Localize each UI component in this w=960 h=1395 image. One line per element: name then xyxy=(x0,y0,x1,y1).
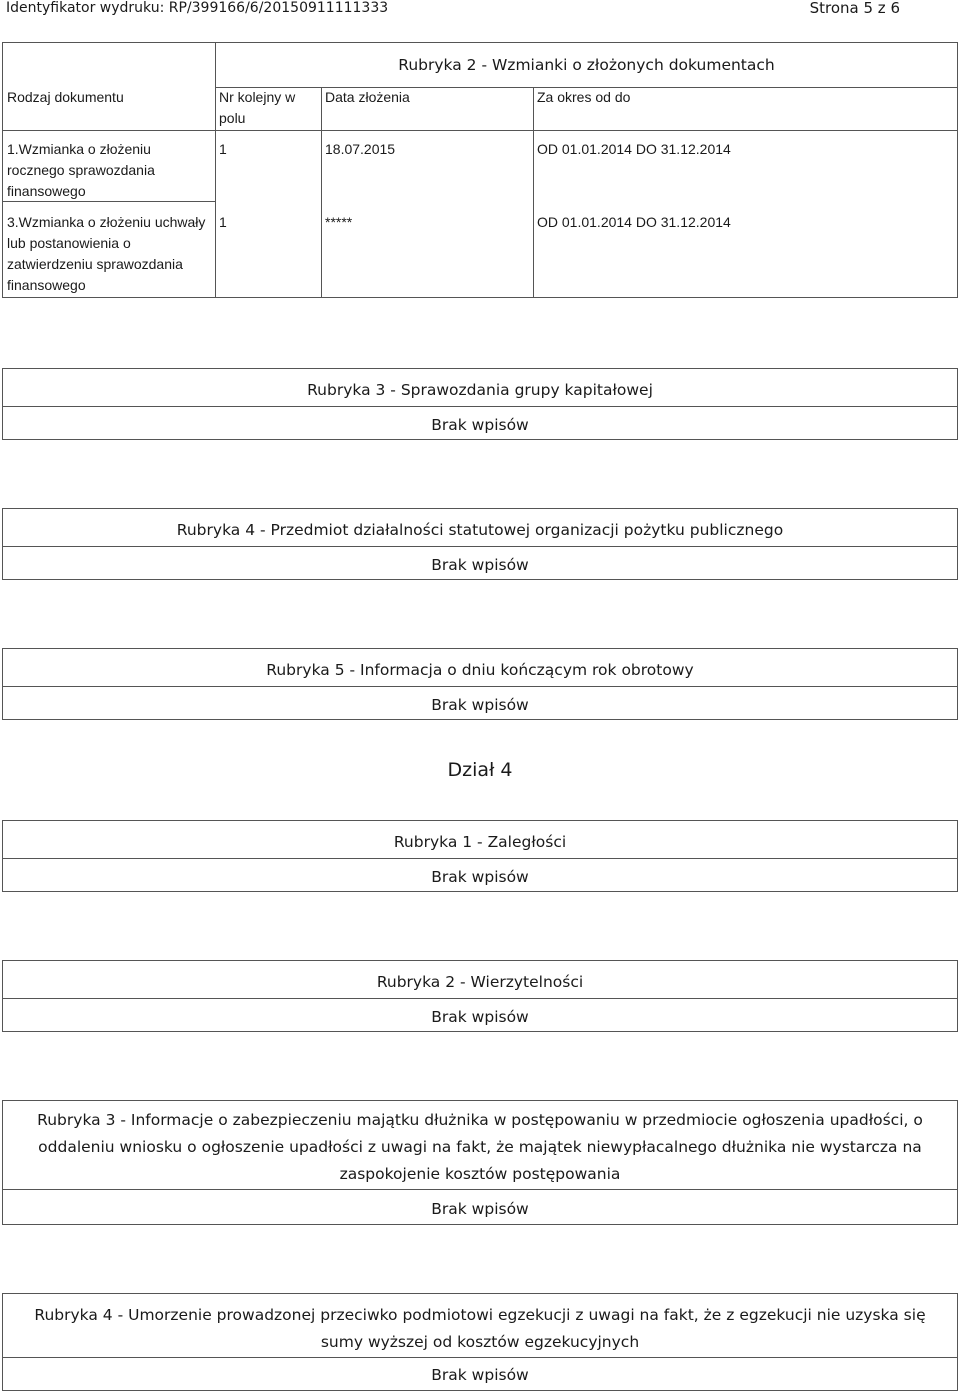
row-1-number: 1 xyxy=(219,141,227,157)
dzial-4-rubryka-3-value: Brak wpisów xyxy=(431,1200,529,1218)
rubryka-5-title: Rubryka 5 - Informacja o dniu kończącym rok obrotowy xyxy=(266,661,694,679)
rubryka-3-value: Brak wpisów xyxy=(431,416,529,434)
dzial-4-rubryka-4-section xyxy=(2,1293,958,1391)
divider xyxy=(3,130,957,131)
dzial-4-rubryka-1-section xyxy=(2,820,958,892)
rubryka-4-section xyxy=(2,508,958,580)
column-header-document-type: Rodzaj dokumentu xyxy=(7,89,124,105)
row-2-document-type: 3.Wzmianka o złożeniu uchwały lub postanowienia o zatwierdzeniu sprawozdania finansowego xyxy=(7,214,206,293)
rubryka-2-title: Rubryka 2 - Wzmianki o złożonych dokumentach xyxy=(398,56,775,74)
dzial-4-rubryka-2-section xyxy=(2,960,958,1032)
rubryka-5-section xyxy=(2,648,958,720)
divider xyxy=(533,87,534,297)
row-1-date: 18.07.2015 xyxy=(325,141,396,157)
row-1-period: OD 01.01.2014 DO 31.12.2014 xyxy=(537,141,731,157)
row-2-period: OD 01.01.2014 DO 31.12.2014 xyxy=(537,214,731,230)
rubryka-4-title: Rubryka 4 - Przedmiot działalności statutowej organizacji pożytku publicznego xyxy=(176,521,784,539)
dzial-4-rubryka-1-title: Rubryka 1 - Zaległości xyxy=(393,833,567,851)
section-heading-dzial-4: Dział 4 xyxy=(447,759,513,781)
page-header xyxy=(0,0,960,20)
column-header-number: Nr kolejny w polu xyxy=(219,89,296,126)
divider xyxy=(321,87,322,297)
print-identifier: Identyfikator wydruku: RP/399166/6/20150911111333 xyxy=(6,0,389,16)
rubryka-5-value: Brak wpisów xyxy=(431,696,529,714)
rubryka-2-table xyxy=(2,42,958,298)
dzial-4-rubryka-4-value: Brak wpisów xyxy=(431,1366,529,1384)
row-2-number: 1 xyxy=(219,214,227,230)
divider xyxy=(215,43,216,297)
rubryka-4-value: Brak wpisów xyxy=(431,556,529,574)
rubryka-3-title: Rubryka 3 - Sprawozdania grupy kapitałowej xyxy=(307,381,653,399)
rubryka-3-section xyxy=(2,368,958,440)
dzial-4-rubryka-1-value: Brak wpisów xyxy=(431,868,529,886)
row-1-document-type: 1.Wzmianka o złożeniu rocznego sprawozdania finansowego xyxy=(7,141,155,199)
dzial-4-rubryka-4-title: Rubryka 4 - Umorzenie prowadzonej przeciwko podmiotowi egzekucji z uwagi na fakt, że z egzekucji nie uzyska się sumy wyższej od kosztów egzekucyjnych xyxy=(34,1306,926,1351)
row-2-date: ***** xyxy=(325,214,353,230)
dzial-4-rubryka-2-title: Rubryka 2 - Wierzytelności xyxy=(376,973,584,991)
dzial-4-rubryka-2-value: Brak wpisów xyxy=(431,1008,529,1026)
dzial-4-rubryka-3-title: Rubryka 3 - Informacje o zabezpieczeniu majątku dłużnika w postępowaniu w przedmiocie ogłoszenia upadłości, o oddaleniu wniosku o ogłoszenie upadłości z uwagi na fakt, że majątek niewypłacalnego dłużnika nie wystarcza na zaspokojenie kosztów postępowania xyxy=(37,1111,923,1183)
dzial-4-rubryka-3-section xyxy=(2,1100,958,1225)
column-header-date: Data złożenia xyxy=(325,89,410,105)
page-number: Strona 5 z 6 xyxy=(809,0,900,17)
column-header-period: Za okres od do xyxy=(537,89,631,105)
